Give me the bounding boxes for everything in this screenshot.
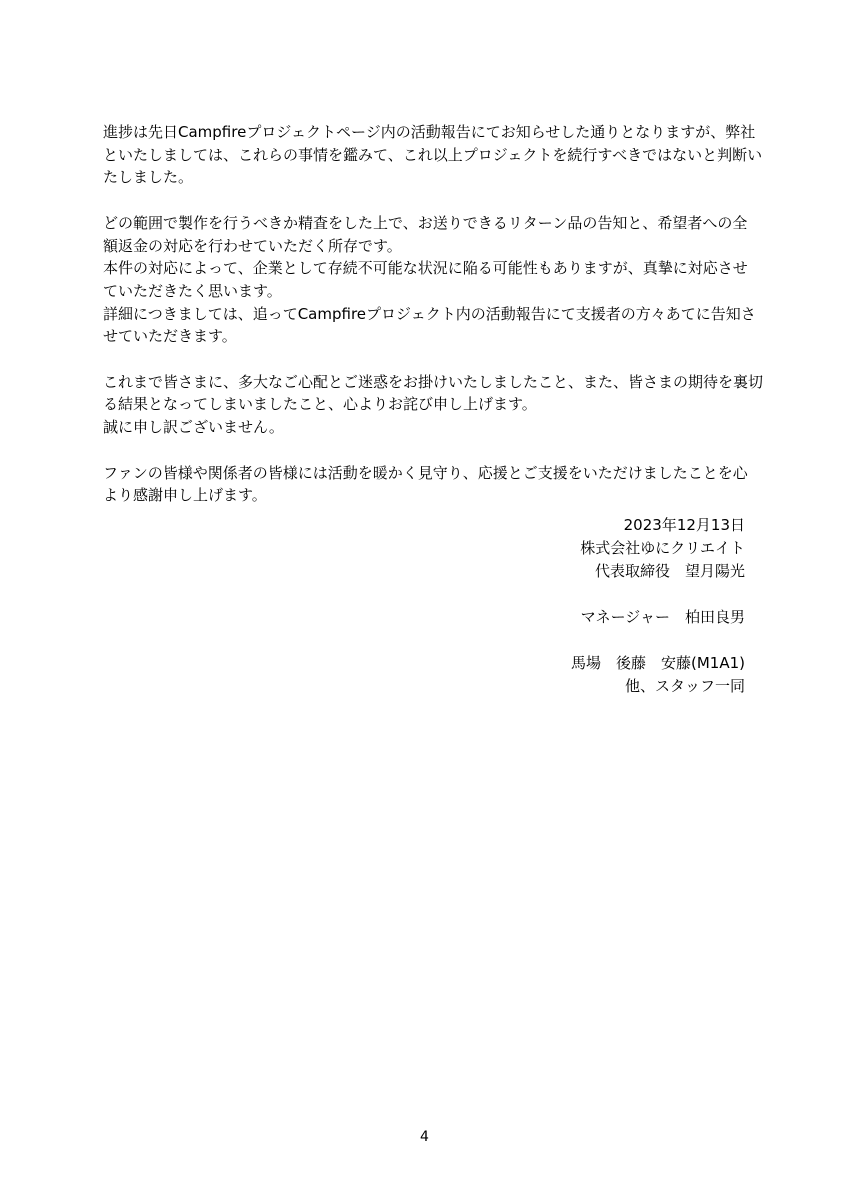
signature-block bbox=[571, 514, 745, 698]
text-line: 額返金の対応を行わせていただく所存です。 bbox=[103, 236, 402, 255]
paragraph-status bbox=[103, 121, 763, 189]
text-line: といたしましては、これらの事情を鑑みて、これ以上プロジェクトを続行すべきではないと判断い bbox=[103, 145, 763, 164]
letter-date: 2023年12月13日 bbox=[623, 516, 745, 534]
paragraph-refund bbox=[103, 212, 756, 348]
text-line: どの範囲で製作を行うべきか精査をした上で、お送りできるリターン品の告知と、希望者への全 bbox=[103, 213, 748, 232]
signature-gap bbox=[571, 629, 745, 652]
text-line: 誠に申し訳ございません。 bbox=[103, 418, 284, 437]
text-line: る結果となってしまいましたこと、心よりお詫び申し上げます。 bbox=[103, 395, 537, 414]
paragraph-gap bbox=[103, 439, 753, 462]
text-line: ファンの皆様や関係者の皆様には活動を暖かく見守り、応援とご支援をいただけましたことを心 bbox=[103, 463, 748, 482]
paragraph-gap bbox=[103, 348, 753, 371]
text-line: ていただきたく思います。 bbox=[103, 281, 282, 300]
text-line: 詳細につきましては、追ってCampfireプロジェクト内の活動報告にて支援者の方々あてに告知さ bbox=[103, 304, 756, 323]
text-line: 進捗は先日Campfireプロジェクトページ内の活動報告にてお知らせした通りとなりますが、弊社 bbox=[103, 123, 756, 141]
text-line: たしました。 bbox=[103, 168, 194, 187]
staff-line: 他、スタッフ一同 bbox=[624, 677, 745, 695]
manager-name: マネージャー 柏田良男 bbox=[580, 608, 745, 626]
letter-body bbox=[103, 121, 764, 507]
paragraph-apology bbox=[103, 371, 764, 439]
text-line: これまで皆さまに、多大なご心配とご迷惑をお掛けいたしましたこと、また、皆さまの期待を裏切 bbox=[103, 372, 764, 391]
company-name: 株式会社ゆにクリエイト bbox=[580, 539, 745, 557]
paragraph-gap bbox=[103, 189, 753, 212]
representative-name: 代表取締役 望月陽光 bbox=[594, 562, 745, 580]
text-line: 本件の対応によって、企業として存続不可能な状況に陥る可能性もありますが、真摯に対応させ bbox=[103, 259, 748, 278]
member-names: 馬場 後藤 安藤(M1A1) bbox=[571, 654, 745, 672]
text-line: せていただきます。 bbox=[103, 327, 237, 346]
text-line: より感謝申し上げます。 bbox=[103, 486, 267, 505]
signature-gap bbox=[571, 583, 745, 606]
page-number: 4 bbox=[420, 1129, 429, 1145]
paragraph-thanks bbox=[103, 462, 753, 507]
